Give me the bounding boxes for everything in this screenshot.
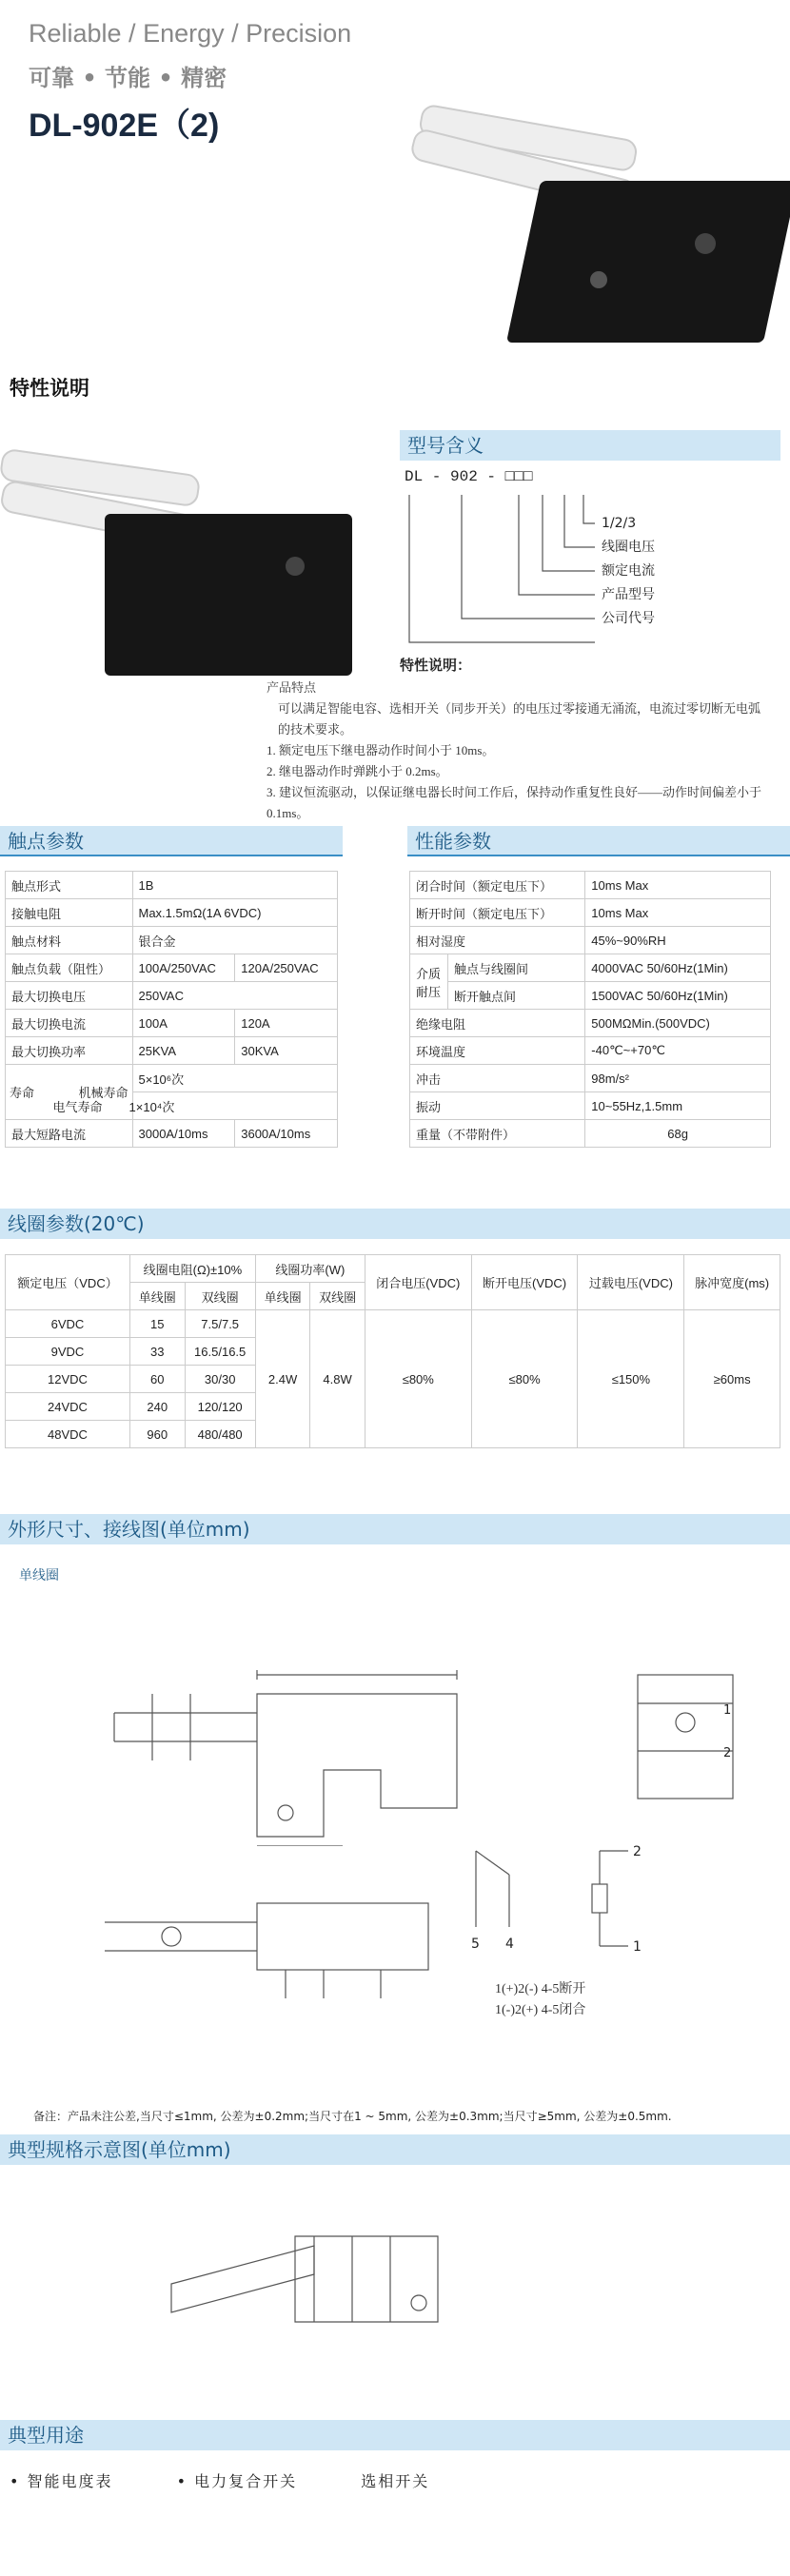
table-row: 冲击 98m/s²: [410, 1065, 771, 1092]
features-text: [267, 678, 771, 824]
table-row: 接触电阻 Max.1.5mΩ(1A 6VDC): [6, 899, 338, 927]
table-row: 绝缘电阻 500MΩMin.(500VDC): [410, 1010, 771, 1037]
single-coil-label: 单线圈: [19, 1568, 59, 1583]
model-label: 公司代号: [602, 611, 655, 626]
table-row: 寿命 机械寿命 5×10⁶次: [6, 1065, 338, 1092]
table-row: 环境温度 -40℃~+70℃: [410, 1037, 771, 1065]
pin-label-4: 4: [505, 1937, 514, 1952]
pin-label-2: 2: [633, 1844, 642, 1859]
feature-line: 1. 额定电压下继电器动作时间小于 10ms。: [267, 743, 495, 757]
table-row: 12VDC 60 30/30: [6, 1366, 780, 1393]
features-heading: 特性说明: [10, 377, 89, 400]
page-title: DL-902E（2): [29, 108, 220, 144]
end-pin-label: 1: [723, 1703, 732, 1718]
perf-params-heading: 性能参数: [407, 826, 790, 856]
wiring-diagram: [466, 1841, 657, 1956]
table-row: 触点形式 1B: [6, 872, 338, 899]
table-row: 48VDC 960 480/480: [6, 1421, 780, 1448]
table-row: 触点材料 银合金: [6, 927, 338, 954]
switch-state-open: 1(+)2(-) 4-5断开: [495, 1982, 586, 1996]
table-row: 最大切换电压 250VAC: [6, 982, 338, 1010]
relay-hero-image: [409, 105, 790, 362]
use-item: 选相开关: [361, 2472, 430, 2490]
switch-state-text: [495, 1979, 585, 2021]
table-row: 最大短路电流 3000A/10ms 3600A/10ms: [6, 1120, 338, 1148]
table-row: 24VDC 240 120/120: [6, 1393, 780, 1421]
model-label: 线圈电压: [602, 540, 655, 555]
model-code-leader-lines: [405, 485, 614, 652]
table-row: 触点负载（阻性） 100A/250VAC 120A/250VAC: [6, 954, 338, 982]
use-item: • 电力复合开关: [176, 2472, 298, 2490]
dims-heading: 外形尺寸、接线图(单位mm): [0, 1514, 790, 1544]
coil-params-table: [5, 1254, 780, 1448]
pin-label-5: 5: [471, 1937, 480, 1952]
header-tagline-en: Reliable / Energy / Precision: [29, 19, 352, 48]
end-pin-label: 2: [723, 1746, 732, 1760]
table-row: 断开触点间 1500VAC 50/60Hz(1Min): [410, 982, 771, 1010]
table-row: 介质耐压 触点与线圈间 4000VAC 50/60Hz(1Min): [410, 954, 771, 982]
table-row: 相对湿度 45%~90%RH: [410, 927, 771, 954]
features-subheading: 特性说明：: [400, 657, 472, 674]
pin-label-1: 1: [633, 1939, 642, 1955]
header-tagline-cn: 可靠 • 节能 • 精密: [29, 65, 227, 91]
switch-state-closed: 1(-)2(+) 4-5闭合: [495, 2003, 586, 2017]
model-label: 产品型号: [602, 587, 655, 602]
table-row: 最大切换功率 25KVA 30KVA: [6, 1037, 338, 1065]
table-row: 最大切换电流 100A 120A: [6, 1010, 338, 1037]
coil-params-heading: 线圈参数(20℃): [0, 1209, 790, 1239]
table-row: 电气寿命 1×10⁴次: [6, 1092, 338, 1120]
model-label: 额定电流: [602, 563, 655, 579]
table-row: 9VDC 33 16.5/16.5: [6, 1338, 780, 1366]
contact-params-table: [5, 871, 338, 1148]
model-label: 1/2/3: [602, 516, 637, 531]
typical-spec-heading: 典型规格示意图(单位mm): [0, 2134, 790, 2165]
model-code: DL - 902 - □□□: [405, 468, 533, 485]
model-meaning-heading: 型号含义: [400, 430, 780, 461]
table-row: 振动 10~55Hz,1.5mm: [410, 1092, 771, 1120]
tolerance-note: 备注：产品未注公差,当尺寸≤1mm, 公差为±0.2mm;当尺寸在1 ~ 5mm, 公差为±0.3mm;当尺寸≥5mm, 公差为±0.5mm.: [33, 2110, 672, 2123]
table-row: 6VDC 15 7.5/7.5 2.4W 4.8W ≤80% ≤80% ≤150% ≥60ms: [6, 1310, 780, 1338]
typical-uses-list: [10, 2469, 486, 2491]
use-item: • 智能电度表: [10, 2472, 113, 2490]
feature-line: 2. 继电器动作时弹跳小于 0.2ms。: [267, 764, 448, 778]
table-row: 断开时间（额定电压下） 10ms Max: [410, 899, 771, 927]
contact-params-heading: 触点参数: [0, 826, 343, 856]
feature-line: 3. 建议恒流驱动，以保证继电器长时间工作后，保持动作重复性良好——动作时间偏差小于0.1ms。: [267, 785, 762, 820]
features-subtitle: 产品特点: [267, 680, 317, 695]
feature-line: 可以满足智能电容、选相开关（同步开关）的电压过零接通无涌流，电流过零切断无电弧的技术要求。: [278, 701, 761, 737]
perf-params-table: [409, 871, 771, 1148]
table-row: 单线圈 双线圈 单线圈 双线圈: [6, 1283, 780, 1310]
dimension-drawing-end: [619, 1665, 761, 1808]
typical-spec-drawing: [162, 2208, 466, 2350]
dimension-drawing-side: [95, 1894, 457, 2008]
table-row: 闭合时间（额定电压下） 10ms Max: [410, 872, 771, 899]
table-row: 重量（不带附件） 68g: [410, 1120, 771, 1148]
relay-product-image: [0, 433, 362, 680]
typical-uses-heading: 典型用途: [0, 2420, 790, 2450]
dimension-drawing-top: [95, 1656, 495, 1846]
model-code-labels: [602, 512, 655, 631]
table-row: 额定电压（VDC） 线圈电阻(Ω)±10% 线圈功率(W) 闭合电压(VDC) 断开电压(VDC) 过载电压(VDC) 脉冲宽度(ms): [6, 1255, 780, 1283]
